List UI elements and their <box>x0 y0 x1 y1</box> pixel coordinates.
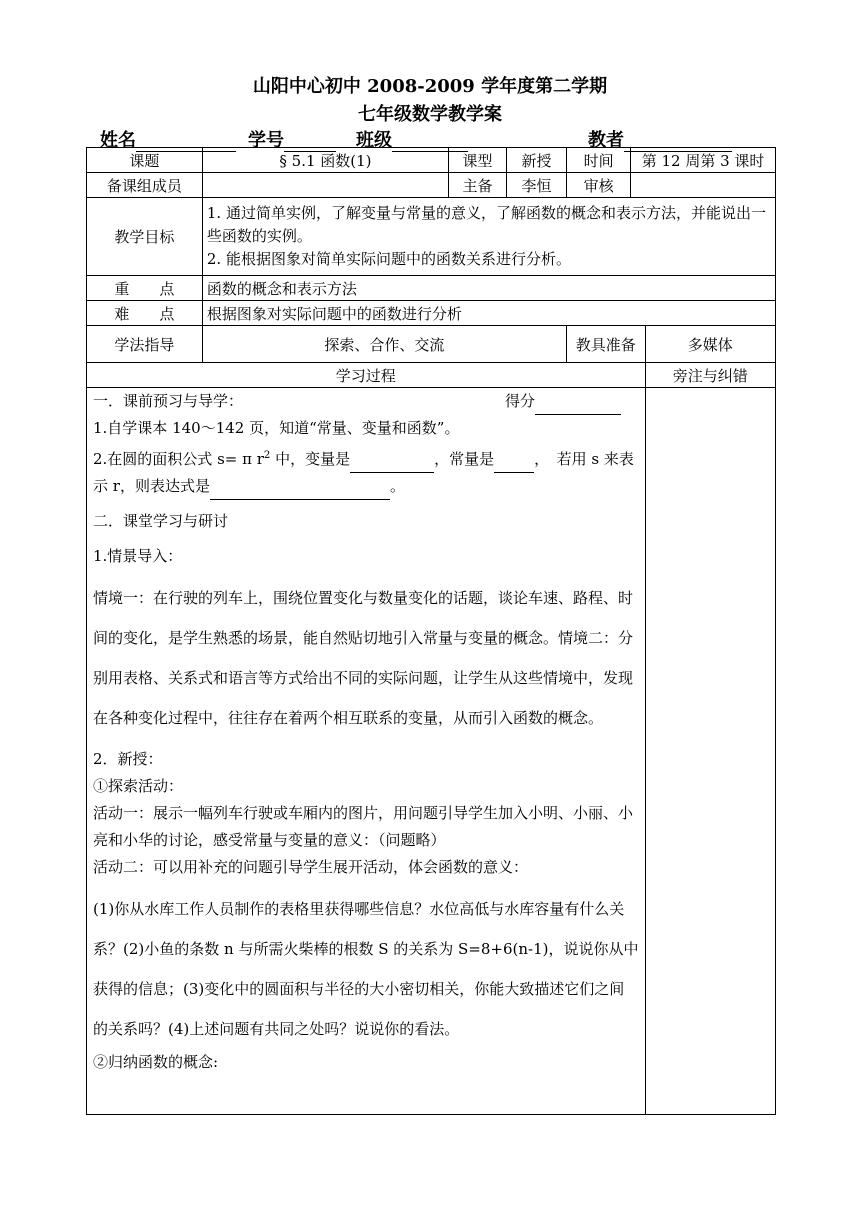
preview-heading <box>93 388 639 415</box>
process-header-row <box>87 363 776 388</box>
name-label: 姓名 <box>100 130 136 151</box>
classroom-heading: 二．课堂学习与研讨 <box>93 512 229 530</box>
review-label: 审核 <box>567 173 631 198</box>
group-label: 备课组成员 <box>87 173 203 198</box>
tools-label: 教具准备 <box>567 326 646 363</box>
item2-superscript: 2 <box>263 450 271 461</box>
item2-part-b: 中，变量是 <box>270 450 351 468</box>
school-term-title: 山阳中心初中 2008-2009 学年度第二学期 <box>252 76 608 97</box>
topic-value: § 5.1 函数(1) <box>202 148 448 173</box>
new-lesson-heading: 2．新授： <box>93 750 163 768</box>
scene-intro: 1.情景导入： <box>93 547 183 565</box>
activity-two: 活动二：可以用补充的问题引导学生展开活动，体会函数的意义： <box>93 858 529 876</box>
topic-label: 课题 <box>87 148 203 173</box>
tools-value: 多媒体 <box>645 326 775 363</box>
score-label: 得分 <box>505 392 536 410</box>
expression-blank[interactable] <box>210 483 390 500</box>
item2-part-a: 2.在圆的面积公式 s= π r <box>93 450 264 468</box>
goals-content <box>202 198 775 276</box>
preview-item-1: 1.自学课本 140～142 页，知道“常量、变量和函数”。 <box>93 419 460 437</box>
preview-title: 一．课前预习与导学： <box>93 392 244 410</box>
method-label: 学法指导 <box>87 326 203 363</box>
goals-label: 教学目标 <box>87 198 203 276</box>
group-value <box>202 173 448 198</box>
method-value: 探索、合作、交流 <box>202 326 566 363</box>
teacher-label: 教者 <box>588 130 624 151</box>
explore-heading: ①探索活动： <box>93 777 184 795</box>
time-label: 时间 <box>567 148 631 173</box>
key-label: 重 点 <box>87 276 203 301</box>
process-row <box>87 388 776 1115</box>
preview-item-2 <box>93 442 639 500</box>
variable-blank[interactable] <box>350 456 434 473</box>
summary-heading: ②归纳函数的概念: <box>93 1053 219 1071</box>
method-row <box>87 326 776 363</box>
key-value: 函数的概念和表示方法 <box>202 276 775 301</box>
notes-column <box>645 388 775 1115</box>
difficulty-row <box>87 301 776 326</box>
type-value: 新授 <box>507 148 567 173</box>
score-field[interactable] <box>535 398 621 415</box>
item2-part-c: ，常量是 <box>434 450 495 468</box>
scene-text: 情境一：在行驶的列车上，围绕位置变化与数量变化的话题，谈论车速、路程、时间的变化，是学生熟悉的场景，能自然贴切地引入常量与变量的概念。情境二：分别用表格、关系式和语言等方式给出不同的实际问题，让学生从这些情境中，发现在各种变化过程中，往往存在着两个相互联系的变量，从而引入函数的概念。 <box>93 589 634 727</box>
goal-item: 2. 能根据图象对简单实际问题中的函数关系进行分析。 <box>206 250 571 268</box>
process-content <box>87 388 646 1115</box>
constant-blank[interactable] <box>494 456 534 473</box>
process-label: 学习过程 <box>87 363 646 388</box>
notes-label: 旁注与纠错 <box>645 363 775 388</box>
time-value: 第 12 周第 3 课时 <box>631 148 776 173</box>
key-row <box>87 276 776 301</box>
student-id-label: 学号 <box>248 130 284 151</box>
difficulty-value: 根据图象对实际问题中的函数进行分析 <box>202 301 775 326</box>
group-row <box>87 173 776 198</box>
class-label: 班级 <box>356 130 392 151</box>
activity-questions: (1)你从水库工作人员制作的表格里获得哪些信息？水位高低与水库容量有什么关系？(2)小鱼的条数 n 与所需火柴棒的根数 S 的关系为 S=8+6(n-1)，说说你从中获得的信息；(3)变化中的圆面积与半径的大小密切相关，你能大致描述它们之间的关系吗？(4)上述问题有共同之处吗？说说你的看法。 <box>93 900 639 1038</box>
activity-one: 活动一：展示一幅列车行驶或车厢内的图片，用问题引导学生加入小明、小丽、小亮和小华的讨论，感受常量与变量的意义：（问题略） <box>93 804 634 849</box>
item2-part-e: 。 <box>389 477 405 495</box>
lesson-plan-table <box>86 147 776 1115</box>
topic-row <box>87 148 776 173</box>
goal-item: 1. 通过简单实例，了解变量与常量的意义，了解函数的概念和表示方法，并能说出一些函数的实例。 <box>206 204 766 245</box>
lead-label: 主备 <box>449 173 507 198</box>
goals-row <box>87 198 776 276</box>
document-title: 七年级数学教学案 <box>358 104 502 125</box>
review-value <box>631 173 776 198</box>
difficulty-label: 难 点 <box>87 301 203 326</box>
type-label: 课型 <box>449 148 507 173</box>
lead-value: 李恒 <box>507 173 567 198</box>
item2-part-d: ， 若用 s 来表示 r，则表达式是 <box>93 450 634 495</box>
